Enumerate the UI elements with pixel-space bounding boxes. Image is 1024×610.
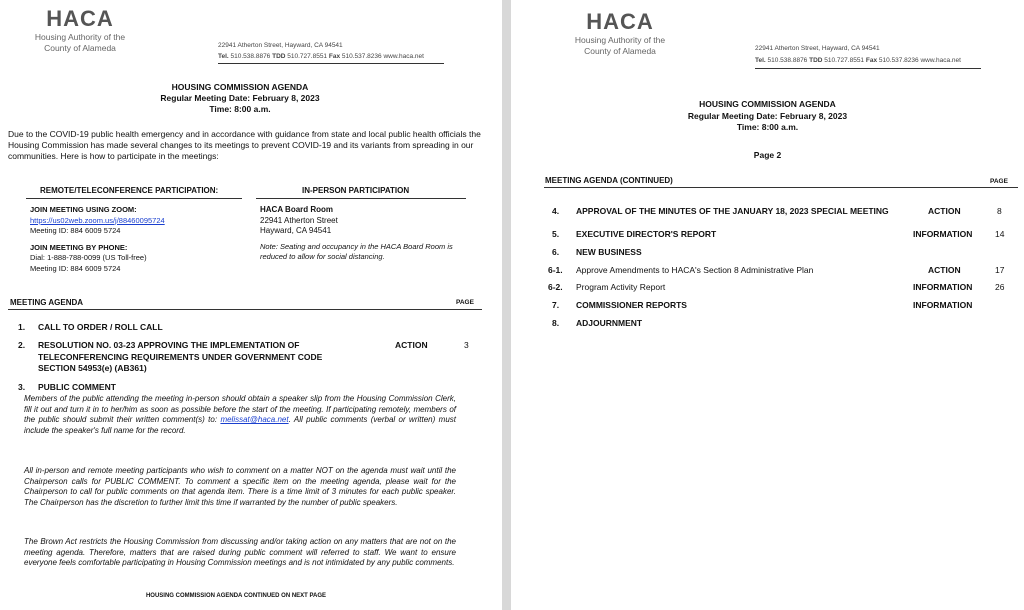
meeting-time: Time: 8:00 a.m.: [736, 122, 799, 132]
item-number: 6-1.: [548, 265, 563, 275]
clerk-email-link[interactable]: melissat@haca.net: [220, 415, 289, 424]
inperson-details: [260, 205, 470, 263]
item-type: ACTION: [928, 206, 961, 216]
letterhead-logo: [570, 9, 670, 57]
tel-label: Tel.: [755, 57, 766, 64]
agenda-title: HOUSING COMMISSION AGENDA: [171, 82, 309, 92]
item-title: Approve Amendments to HACA's Section 8 Administrative Plan: [576, 265, 814, 275]
item-type: ACTION: [395, 340, 428, 350]
item-title: NEW BUSINESS: [576, 247, 642, 257]
fax-value: 510.537.8236: [341, 53, 382, 60]
item-page: 26: [995, 282, 1005, 292]
fax-value: 510.537.8236: [878, 57, 919, 64]
letterhead-address: 22941 Atherton Street, Hayward, CA 94541: [218, 42, 343, 49]
agenda-title: HOUSING COMMISSION AGENDA: [699, 99, 836, 109]
fax-label: Fax: [328, 53, 341, 60]
public-comment-paragraph-2: All in-person and remote meeting participants who wish to comment on a matter NOT on the agenda must wait until the Chairperson calls for PUBLIC COMMENT. To comment a specific item on the meeting agenda, please wait for the Chairperson to call for public comments on that agenda item. There is a time limit of 3 minutes for each public speaker. The Chairperson has the discretion to further limit this time if warranted by the number of public speakers.: [24, 466, 456, 507]
tdd-value: 510.727.8551: [287, 53, 328, 60]
phone-dial: Dial: 1-888-788-0099 (US Toll-free): [30, 253, 147, 262]
letterhead-logo: [30, 6, 130, 54]
item-title: APPROVAL OF THE MINUTES OF THE JANUARY 18, 2023 SPECIAL MEETING: [576, 206, 889, 216]
covid-intro: Due to the COVID-19 public health emergency and in accordance with guidance from state and local public health officials the Housing Commission has made several changes to its meetings to prevent COVID-19 and its variants from spreading in our communities. Here is how to participate in the meetings:: [8, 129, 481, 161]
org-line-1: Housing Authority of the: [34, 32, 126, 42]
org-line-2: County of Alameda: [584, 46, 656, 56]
org-line-2: County of Alameda: [44, 43, 116, 53]
remote-heading: REMOTE/TELECONFERENCE PARTICIPATION:: [40, 186, 219, 195]
haca-logo-text: HACA: [46, 6, 114, 31]
room-name: HACA Board Room: [260, 205, 334, 214]
meeting-time: Time: 8:00 a.m.: [209, 104, 271, 114]
org-line-1: Housing Authority of the: [574, 35, 666, 45]
agenda-heading: MEETING AGENDA: [10, 298, 84, 307]
item-number: 6-2.: [548, 282, 563, 292]
item-title: Program Activity Report: [576, 282, 666, 292]
item-title: RESOLUTION NO. 03-23 APPROVING THE IMPLEMENTATION OF TELECONFERENCING REQUIREMENTS UNDER GOVERNMENT CODE SECTION 54953(e) (AB361): [38, 340, 323, 373]
item-number: 1.: [18, 322, 26, 332]
item-number: 5.: [552, 229, 560, 239]
letterhead-rule: [218, 63, 444, 64]
item-number: 7.: [552, 300, 560, 310]
item-page: 17: [995, 265, 1005, 275]
tel-label: Tel.: [218, 53, 229, 60]
item-type: ACTION: [928, 265, 961, 275]
item-number: 2.: [18, 340, 26, 350]
inperson-rule: [256, 198, 466, 199]
letterhead-address: 22941 Atherton Street, Hayward, CA 94541: [755, 45, 880, 52]
tel-value: 510.538.8876: [767, 57, 808, 64]
web-value: www.haca.net: [920, 57, 961, 64]
meeting-date: Regular Meeting Date: February 8, 2023: [687, 111, 848, 121]
zoom-meeting-id: Meeting ID: 884 6009 5724: [30, 226, 121, 235]
page-column-label: PAGE: [456, 299, 474, 306]
meeting-date: Regular Meeting Date: February 8, 2023: [160, 93, 320, 103]
item-number: 4.: [552, 206, 560, 216]
document-page-2: [511, 0, 1024, 610]
item-number: 8.: [552, 318, 560, 328]
item-type: INFORMATION: [913, 300, 973, 310]
item-title: CALL TO ORDER / ROLL CALL: [38, 322, 163, 332]
room-note: Note: Seating and occupancy in the HACA Board Room is reduced to allow for social distancing.: [260, 241, 453, 261]
page-number: Page 2: [753, 150, 782, 160]
agenda-heading: MEETING AGENDA (CONTINUED): [545, 176, 673, 185]
tdd-label: TDD: [809, 57, 823, 64]
comment-text: Members of the public attending the meeting in-person should obtain a speaker slip from the Housing Commission Clerk, fill it out and turn it in to her/him as soon as possible before the start of the meeting. If participating remotely, members of the public should submit their written comment(s) to:: [24, 394, 456, 424]
haca-logo-text: HACA: [586, 9, 654, 34]
item-type: INFORMATION: [913, 282, 973, 292]
public-comment-paragraph-1: [24, 394, 456, 436]
tdd-label: TDD: [272, 53, 286, 60]
web-value: www.haca.net: [383, 53, 424, 60]
letterhead-contact: [755, 57, 961, 64]
item-title: COMMISSIONER REPORTS: [576, 300, 687, 310]
phone-heading: JOIN MEETING BY PHONE:: [30, 242, 128, 252]
agenda-rule: [8, 309, 482, 310]
item-number: 6.: [552, 247, 560, 257]
tel-value: 510.538.8876: [230, 53, 271, 60]
item-type: INFORMATION: [913, 229, 973, 239]
item-page: 8: [997, 206, 1002, 216]
public-comment-paragraph-3: The Brown Act restricts the Housing Commission from discussing and/or taking action on any matters that are not on the meeting agenda. Therefore, matters that are raised during public comment will referred to staff. We want to ensure everyone feels comfortable participating in Housing Commission meetings and is not intimidated by any public comments.: [24, 537, 456, 567]
page-column-label: PAGE: [990, 178, 1008, 185]
continued-footer: HOUSING COMMISSION AGENDA CONTINUED ON NEXT PAGE: [145, 593, 327, 599]
fax-label: Fax: [865, 57, 878, 64]
item-page: 3: [464, 340, 469, 350]
letterhead-rule: [755, 68, 981, 69]
item-number: 3.: [18, 382, 26, 392]
comment-text: . All public comments (verbal or written) must include the speaker's full name for the record.: [24, 415, 456, 435]
document-page-1: [0, 0, 502, 610]
room-street: 22941 Atherton Street: [260, 215, 338, 225]
phone-meeting-id: Meeting ID: 884 6009 5724: [30, 263, 121, 273]
letterhead-contact: [218, 53, 424, 60]
remote-details: [30, 205, 240, 274]
tdd-value: 510.727.8551: [824, 57, 865, 64]
zoom-heading: JOIN MEETING USING ZOOM:: [30, 205, 137, 214]
remote-rule: [26, 198, 242, 199]
inperson-heading: IN-PERSON PARTICIPATION: [302, 186, 410, 195]
room-city: Hayward, CA 94541: [260, 226, 332, 235]
item-title: PUBLIC COMMENT: [38, 382, 116, 392]
zoom-link[interactable]: https://us02web.zoom.us/j/88460095724: [30, 215, 165, 225]
item-title: ADJOURNMENT: [576, 318, 643, 328]
item-title: EXECUTIVE DIRECTOR'S REPORT: [576, 229, 717, 239]
agenda-rule: [544, 187, 1018, 188]
item-page: 14: [995, 229, 1005, 239]
